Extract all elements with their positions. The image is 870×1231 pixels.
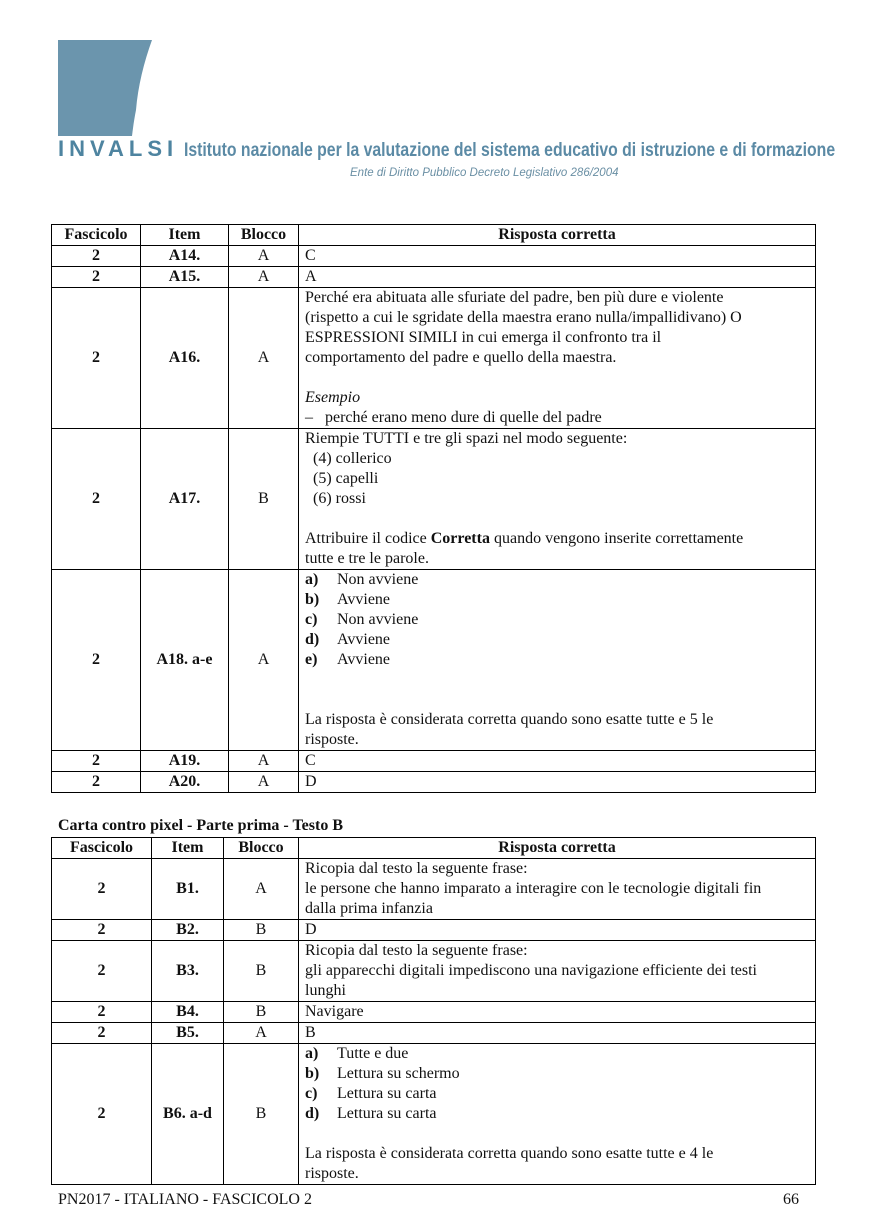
- letter-key: b): [305, 1065, 320, 1082]
- col-header-risposta: Risposta corretta: [299, 225, 816, 246]
- cell-risposta: D: [299, 920, 816, 941]
- cell-fascicolo: 2: [52, 772, 141, 793]
- table-row: [52, 859, 816, 920]
- cell-blocco: B: [224, 1002, 299, 1023]
- letter-key: d): [305, 631, 320, 648]
- cell-blocco: B: [224, 941, 299, 1002]
- cell-risposta: [299, 1044, 816, 1185]
- letter-answer: [305, 630, 809, 650]
- answer-line: dalla prima infanzia: [305, 900, 433, 917]
- brand-header: [58, 136, 870, 162]
- letter-answer: [305, 1064, 809, 1084]
- cell-blocco: A: [229, 246, 299, 267]
- example-label: Esempio: [305, 389, 361, 406]
- cell-blocco: B: [224, 920, 299, 941]
- example-dash: –: [305, 409, 313, 426]
- letter-answer: [305, 590, 809, 610]
- answer-line: (rispetto a cui le sgridate della maestra erano nulla/impallidivano) O: [305, 309, 742, 326]
- table-header-row: [52, 225, 816, 246]
- letter-key: c): [305, 611, 318, 628]
- cell-blocco: A: [229, 267, 299, 288]
- table-row: [52, 920, 816, 941]
- letter-answer: [305, 1084, 809, 1104]
- cell-fascicolo: 2: [52, 751, 141, 772]
- cell-fascicolo: 2: [52, 429, 141, 570]
- table-row: [52, 570, 816, 751]
- col-header-item: Item: [152, 838, 224, 859]
- cell-fascicolo: 2: [52, 941, 152, 1002]
- cell-risposta: [299, 570, 816, 751]
- answer-note-line2: risposte.: [305, 731, 359, 748]
- brand-subtitle: Ente di Diritto Pubblico Decreto Legislativo 286/2004: [350, 167, 619, 179]
- table-row: [52, 751, 816, 772]
- cell-item: A14.: [141, 246, 229, 267]
- answer-list-item: (5) capelli: [313, 470, 379, 487]
- cell-risposta: B: [299, 1023, 816, 1044]
- cell-risposta: [299, 429, 816, 570]
- letter-answer: [305, 650, 809, 670]
- cell-item: B2.: [152, 920, 224, 941]
- letter-answer: [305, 610, 809, 630]
- cell-item: B3.: [152, 941, 224, 1002]
- col-header-fascicolo: Fascicolo: [52, 225, 141, 246]
- answer-table-2: [51, 837, 816, 1185]
- cell-blocco: B: [224, 1044, 299, 1185]
- invalsi-logo-icon: [58, 40, 154, 136]
- table-row: [52, 288, 816, 429]
- cell-risposta: [299, 859, 816, 920]
- letter-key: a): [305, 1045, 319, 1062]
- note-post: quando vengono inserite correttamente: [489, 530, 744, 547]
- cell-fascicolo: 2: [52, 288, 141, 429]
- letter-key: b): [305, 591, 320, 608]
- answer-note: La risposta è considerata corretta quando sono esatte tutte e 5 le: [305, 711, 714, 728]
- answer-table-1: [51, 224, 816, 793]
- table-row: [52, 246, 816, 267]
- cell-fascicolo: 2: [52, 570, 141, 751]
- table-row: [52, 1044, 816, 1185]
- cell-risposta: Navigare: [299, 1002, 816, 1023]
- cell-risposta: D: [299, 772, 816, 793]
- cell-item: A19.: [141, 751, 229, 772]
- cell-item: B1.: [152, 859, 224, 920]
- cell-blocco: A: [224, 1023, 299, 1044]
- brand-description: Istituto nazionale per la valutazione del sistema educativo di istruzione e di formazione: [184, 140, 836, 161]
- cell-risposta: [299, 288, 816, 429]
- example-text: perché erano meno dure di quelle del padre: [325, 409, 602, 426]
- table-header-row: [52, 838, 816, 859]
- answer-line: Ricopia dal testo la seguente frase:: [305, 942, 528, 959]
- letter-key: a): [305, 571, 319, 588]
- cell-item: B5.: [152, 1023, 224, 1044]
- cell-blocco: A: [229, 570, 299, 751]
- letter-key: d): [305, 1105, 320, 1122]
- letter-value: Non avviene: [337, 571, 419, 588]
- cell-blocco: B: [229, 429, 299, 570]
- col-header-blocco: Blocco: [229, 225, 299, 246]
- letter-value: Non avviene: [337, 611, 419, 628]
- answer-line: comportamento del padre e quello della maestra.: [305, 349, 617, 366]
- col-header-risposta: Risposta corretta: [299, 838, 816, 859]
- letter-value: Lettura su carta: [337, 1105, 437, 1122]
- cell-item: A18. a-e: [141, 570, 229, 751]
- col-header-blocco: Blocco: [224, 838, 299, 859]
- cell-item: B4.: [152, 1002, 224, 1023]
- letter-key: e): [305, 651, 318, 668]
- cell-fascicolo: 2: [52, 859, 152, 920]
- answer-line: Perché era abituata alle sfuriate del padre, ben più dure e violente: [305, 289, 724, 306]
- cell-risposta: C: [299, 751, 816, 772]
- table-row: [52, 1002, 816, 1023]
- brand-name: INVALSI: [58, 136, 179, 161]
- section-title: Carta contro pixel - Parte prima - Testo B: [58, 817, 343, 834]
- cell-item: A15.: [141, 267, 229, 288]
- letter-value: Tutte e due: [337, 1045, 409, 1062]
- answer-line: gli apparecchi digitali impediscono una navigazione efficiente dei testi: [305, 962, 757, 979]
- cell-risposta: A: [299, 267, 816, 288]
- cell-item: A20.: [141, 772, 229, 793]
- cell-risposta: C: [299, 246, 816, 267]
- cell-fascicolo: 2: [52, 1002, 152, 1023]
- letter-value: Avviene: [337, 591, 391, 608]
- cell-item: B6. a-d: [152, 1044, 224, 1185]
- note-bold: Corretta: [430, 530, 490, 547]
- letter-answer: [305, 570, 809, 590]
- cell-blocco: A: [229, 288, 299, 429]
- answer-note: La risposta è considerata corretta quando sono esatte tutte e 4 le: [305, 1145, 714, 1162]
- cell-risposta: [299, 941, 816, 1002]
- cell-fascicolo: 2: [52, 1023, 152, 1044]
- answer-line: Ricopia dal testo la seguente frase:: [305, 860, 528, 877]
- col-header-fascicolo: Fascicolo: [52, 838, 152, 859]
- answer-note: [305, 529, 809, 549]
- cell-fascicolo: 2: [52, 246, 141, 267]
- answer-line: ESPRESSIONI SIMILI in cui emerga il confronto tra il: [305, 329, 662, 346]
- letter-value: Avviene: [337, 631, 391, 648]
- answer-note-line2: risposte.: [305, 1165, 359, 1182]
- col-header-item: Item: [141, 225, 229, 246]
- cell-fascicolo: 2: [52, 267, 141, 288]
- table-row: [52, 429, 816, 570]
- table-row: [52, 267, 816, 288]
- footer-document-label: PN2017 - ITALIANO - FASCICOLO 2: [58, 1191, 312, 1208]
- cell-item: A17.: [141, 429, 229, 570]
- letter-answer: [305, 1044, 809, 1064]
- letter-answer: [305, 1104, 809, 1124]
- cell-item: A16.: [141, 288, 229, 429]
- answer-list-item: (4) collerico: [313, 450, 392, 467]
- cell-blocco: A: [229, 772, 299, 793]
- cell-fascicolo: 2: [52, 1044, 152, 1185]
- footer-page-number: 66: [783, 1191, 799, 1208]
- note-pre: Attribuire il codice: [305, 530, 431, 547]
- answer-line: le persone che hanno imparato a interagire con le tecnologie digitali fin: [305, 880, 762, 897]
- answer-intro: Riempie TUTTI e tre gli spazi nel modo seguente:: [305, 430, 628, 447]
- answer-line: lunghi: [305, 982, 346, 999]
- table-row: [52, 941, 816, 1002]
- answer-list-item: (6) rossi: [313, 490, 366, 507]
- table-row: [52, 1023, 816, 1044]
- letter-value: Avviene: [337, 651, 391, 668]
- table-row: [52, 772, 816, 793]
- answer-note-line2: tutte e tre le parole.: [305, 550, 429, 567]
- letter-key: c): [305, 1085, 318, 1102]
- cell-fascicolo: 2: [52, 920, 152, 941]
- cell-blocco: A: [224, 859, 299, 920]
- letter-value: Lettura su carta: [337, 1085, 437, 1102]
- cell-blocco: A: [229, 751, 299, 772]
- letter-value: Lettura su schermo: [337, 1065, 460, 1082]
